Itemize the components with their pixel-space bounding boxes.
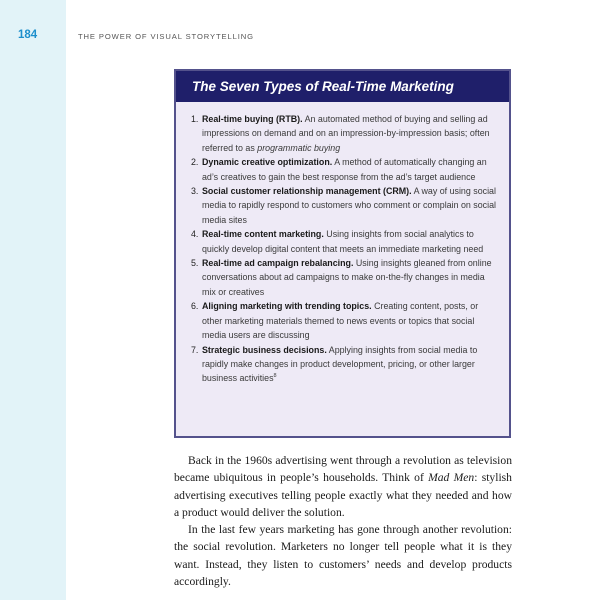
paragraph: [174, 452, 512, 521]
list-item: [176, 343, 499, 386]
page-margin-band: [0, 0, 66, 600]
item-text: Using insights gleaned from online conversations about ad campaigns to make on-the-fly changes in media mix or creatives: [202, 258, 492, 297]
item-term: Aligning marketing with trending topics.: [202, 301, 372, 312]
item-number: 4.: [191, 229, 199, 240]
body-text: [174, 452, 512, 590]
item-number: 3.: [191, 186, 199, 197]
item-number: 5.: [191, 258, 199, 269]
item-term: Real-time buying (RTB).: [202, 114, 303, 124]
item-term: Social customer relationship management (CRM).: [202, 186, 412, 197]
list-item: [176, 112, 499, 155]
item-number: 6.: [191, 301, 199, 312]
paragraph: In the last few years marketing has gone through another revolution: the social revolution. Marketers no longer tell people what it is they want. Instead, they listen to customers’ needs and develop products accordingly.: [174, 523, 512, 589]
paragraph-text: : stylish advertising executives telling people exactly what they needed and how a product would deliver the solution.: [174, 471, 512, 519]
list-item: [176, 227, 499, 256]
item-term: Real-time ad campaign rebalancing.: [202, 258, 354, 269]
item-term: Real-time content marketing.: [202, 229, 324, 240]
item-text: An automated method of buying and selling ad impressions on demand and on an impression-by-impression basis; often referred to as: [202, 114, 490, 153]
item-emphasis: programmatic buying: [257, 142, 341, 153]
item-number: 7.: [191, 344, 199, 355]
footnote-ref: 8: [273, 373, 277, 380]
box-title: The Seven Types of Real-Time Marketing: [176, 71, 509, 102]
page-number: 184: [18, 29, 38, 41]
item-number: 1.: [191, 114, 199, 124]
list-item: [176, 155, 499, 184]
list-item: [176, 184, 499, 227]
sidebar-box: [174, 69, 511, 438]
paragraph-text: Back in the 1960s advertising went through a revolution as television became ubiquitous in people’s households. Think of: [174, 454, 512, 485]
list-item: [176, 299, 499, 342]
show-title: Mad Men: [428, 471, 475, 485]
item-text: Applying insights from social media to rapidly make changes in product development, pricing, or other larger business activities: [202, 344, 478, 384]
item-text: A method of automatically changing an ad’s creatives to gain the best response from the ad’s target audience: [202, 157, 487, 182]
item-text: A way of using social media to rapidly respond to customers who comment or complain on social media sites: [202, 186, 496, 225]
list-item: [176, 256, 499, 299]
marketing-types-list: [176, 102, 509, 386]
item-text: Creating content, posts, or other marketing materials themed to news events or topics that social media users are discussing: [202, 301, 479, 341]
item-term: Dynamic creative optimization.: [202, 157, 333, 168]
item-text: Using insights from social analytics to quickly develop digital content that meets an immediate marketing need: [202, 229, 484, 254]
running-header: THE POWER OF VISUAL STORYTELLING: [78, 32, 254, 41]
item-term: Strategic business decisions.: [202, 344, 327, 355]
item-number: 2.: [191, 157, 199, 168]
